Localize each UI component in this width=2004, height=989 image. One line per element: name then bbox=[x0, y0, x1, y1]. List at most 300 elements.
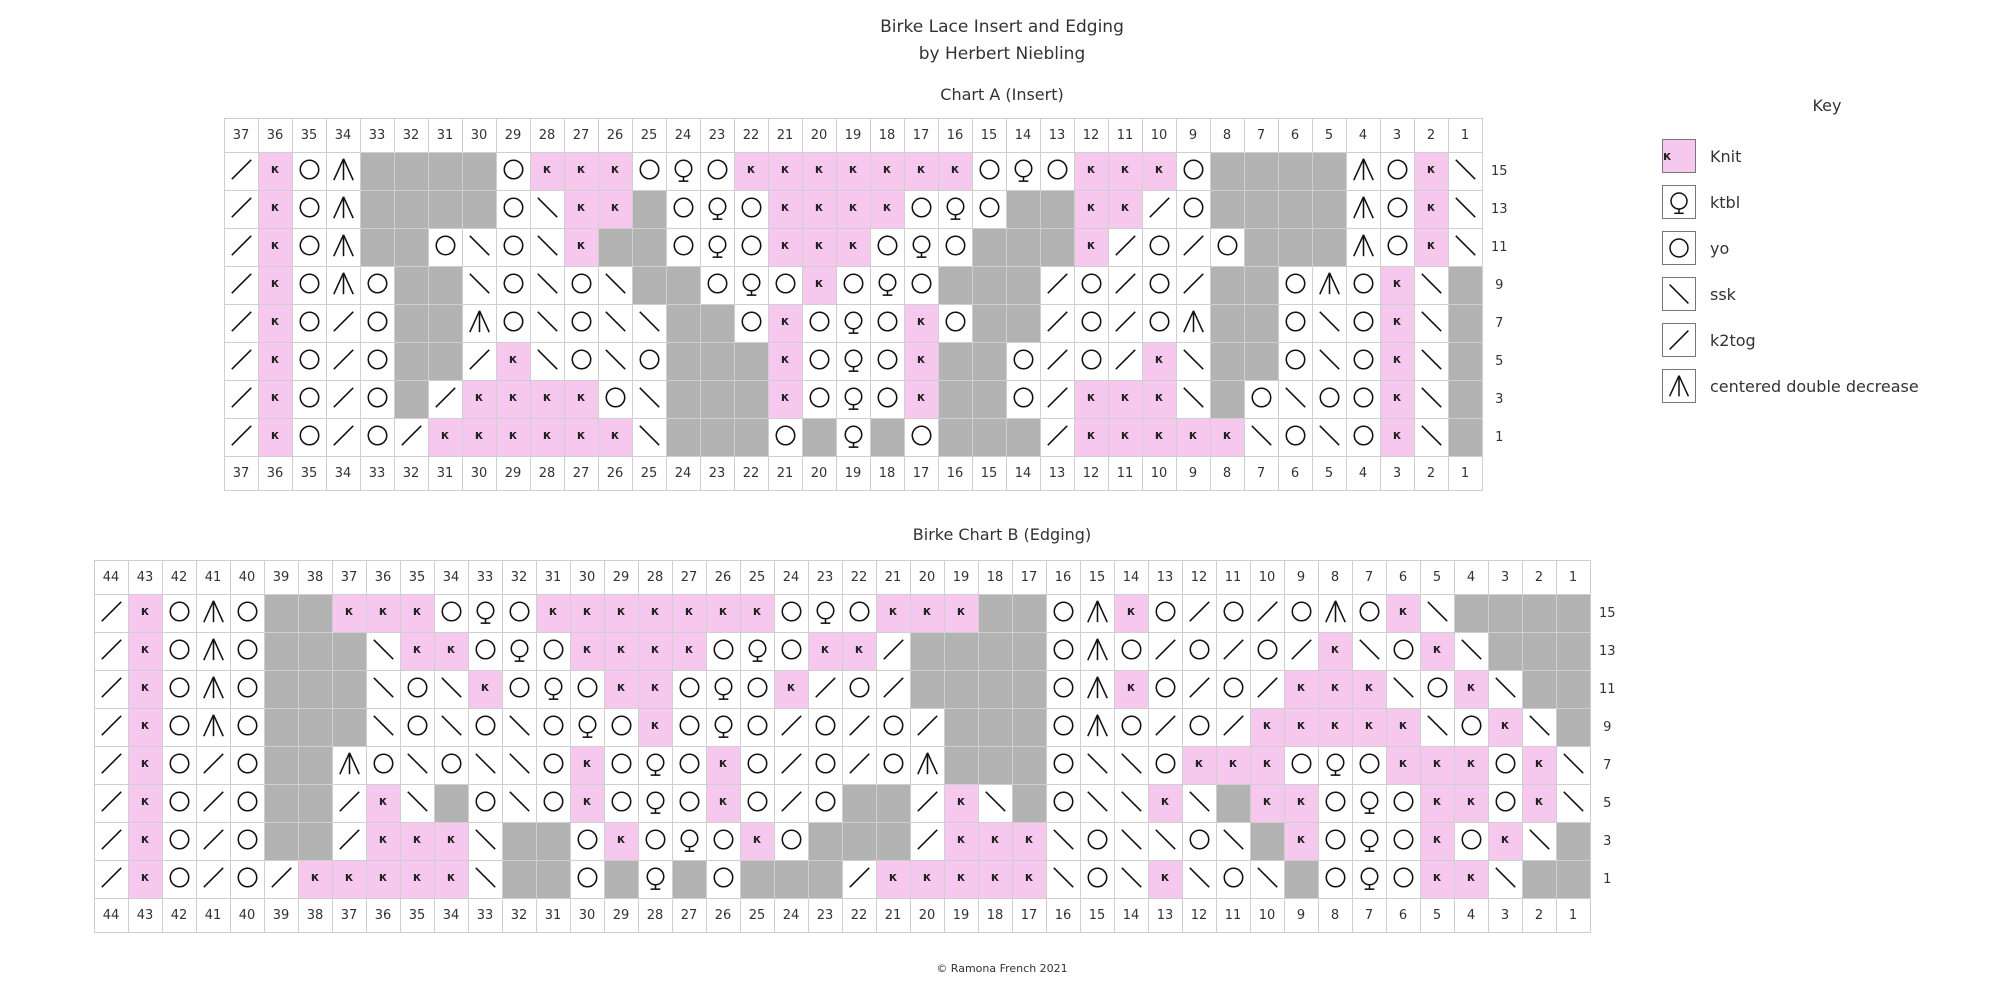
column-number: 32 bbox=[394, 119, 428, 153]
column-number: 7 bbox=[1352, 899, 1386, 933]
knit-symbol: к bbox=[808, 633, 842, 671]
column-number: 19 bbox=[836, 457, 870, 491]
yo-symbol bbox=[292, 191, 326, 229]
ssk-symbol bbox=[1414, 419, 1448, 457]
no-stitch-cell bbox=[1488, 595, 1522, 633]
knit-symbol: к bbox=[530, 381, 564, 419]
row-number: 1 bbox=[1603, 872, 1612, 887]
no-stitch-cell bbox=[298, 747, 332, 785]
no-stitch-cell bbox=[1244, 229, 1278, 267]
chart-a-heading: Chart A (Insert) bbox=[940, 85, 1064, 104]
k2tog-symbol bbox=[1040, 381, 1074, 419]
knit-symbol: к bbox=[1142, 343, 1176, 381]
no-stitch-cell bbox=[700, 305, 734, 343]
yo-symbol bbox=[836, 267, 870, 305]
yo-symbol bbox=[1046, 747, 1080, 785]
no-stitch-cell bbox=[394, 381, 428, 419]
k2tog-symbol bbox=[1040, 343, 1074, 381]
knit-symbol: к bbox=[434, 633, 468, 671]
no-stitch-cell bbox=[978, 595, 1012, 633]
knit-symbol: к bbox=[1216, 747, 1250, 785]
no-stitch-cell bbox=[1006, 419, 1040, 457]
yo-symbol bbox=[700, 267, 734, 305]
column-number: 19 bbox=[944, 899, 978, 933]
no-stitch-cell bbox=[978, 747, 1012, 785]
legend-item-label: centered double decrease bbox=[1710, 376, 1919, 396]
yo-symbol bbox=[672, 671, 706, 709]
knit-symbol: к bbox=[1074, 381, 1108, 419]
knit-symbol: к bbox=[462, 381, 496, 419]
no-stitch-cell bbox=[666, 343, 700, 381]
yo-symbol bbox=[1176, 153, 1210, 191]
knit-symbol: к bbox=[774, 671, 808, 709]
row-number: 9 bbox=[1603, 720, 1612, 735]
k2tog-symbol bbox=[1284, 633, 1318, 671]
chart-row bbox=[190, 229, 1516, 267]
knit-symbol: к bbox=[1284, 785, 1318, 823]
knit-symbol: к bbox=[258, 381, 292, 419]
k2tog-symbol bbox=[1108, 267, 1142, 305]
k2tog-symbol bbox=[196, 823, 230, 861]
k2tog-symbol bbox=[1176, 267, 1210, 305]
title-line-1: Birke Lace Insert and Edging bbox=[880, 17, 1124, 37]
column-number: 10 bbox=[1142, 457, 1176, 491]
yo-symbol bbox=[1114, 633, 1148, 671]
no-stitch-cell bbox=[1556, 671, 1590, 709]
column-number: 1 bbox=[1556, 899, 1590, 933]
cdd-symbol bbox=[1312, 267, 1346, 305]
column-number: 6 bbox=[1278, 457, 1312, 491]
k2tog-symbol bbox=[1148, 709, 1182, 747]
knit-symbol: к bbox=[672, 595, 706, 633]
ktbl-symbol bbox=[836, 305, 870, 343]
knit-symbol: к bbox=[734, 153, 768, 191]
ssk-symbol bbox=[1080, 785, 1114, 823]
yo-symbol bbox=[1346, 381, 1380, 419]
yo-symbol bbox=[1148, 595, 1182, 633]
row-number: 7 bbox=[1495, 316, 1504, 331]
yo-symbol bbox=[938, 229, 972, 267]
knit-symbol: к bbox=[570, 747, 604, 785]
no-stitch-cell bbox=[394, 267, 428, 305]
column-number: 21 bbox=[768, 119, 802, 153]
knit-symbol: к bbox=[1142, 381, 1176, 419]
no-stitch-cell bbox=[944, 633, 978, 671]
cdd-symbol bbox=[910, 747, 944, 785]
legend-item-label: k2tog bbox=[1710, 330, 1756, 350]
k2tog-symbol bbox=[224, 229, 258, 267]
ssk-symbol bbox=[1556, 747, 1590, 785]
no-stitch-cell bbox=[938, 381, 972, 419]
k2tog-symbol bbox=[224, 191, 258, 229]
yo-symbol bbox=[230, 595, 264, 633]
row-number: 13 bbox=[1490, 202, 1508, 217]
column-number: 6 bbox=[1278, 119, 1312, 153]
row-number: 1 bbox=[1495, 430, 1504, 445]
column-number: 33 bbox=[468, 561, 502, 595]
column-number-row-bottom bbox=[190, 457, 1516, 491]
yo-symbol bbox=[802, 343, 836, 381]
k2tog-symbol bbox=[224, 267, 258, 305]
yo-symbol bbox=[672, 709, 706, 747]
ssk-symbol bbox=[502, 709, 536, 747]
no-stitch-cell bbox=[944, 747, 978, 785]
cdd-symbol bbox=[1176, 305, 1210, 343]
knit-symbol: к bbox=[1380, 267, 1414, 305]
no-stitch-cell bbox=[462, 153, 496, 191]
cdd-symbol bbox=[196, 709, 230, 747]
no-stitch-cell bbox=[740, 861, 774, 899]
ssk-symbol bbox=[1448, 191, 1482, 229]
yo-symbol bbox=[292, 419, 326, 457]
no-stitch-cell bbox=[938, 343, 972, 381]
ssk-symbol bbox=[632, 381, 666, 419]
knit-symbol: к bbox=[1420, 747, 1454, 785]
knit-symbol: к bbox=[876, 861, 910, 899]
knit-symbol: к bbox=[298, 861, 332, 899]
knit-symbol: к bbox=[944, 595, 978, 633]
yo-symbol bbox=[434, 595, 468, 633]
column-number: 33 bbox=[360, 119, 394, 153]
cdd-symbol bbox=[326, 153, 360, 191]
k2tog-symbol bbox=[1176, 229, 1210, 267]
column-number: 18 bbox=[870, 119, 904, 153]
ssk-symbol bbox=[1080, 747, 1114, 785]
column-number: 7 bbox=[1244, 457, 1278, 491]
ssk-symbol bbox=[468, 747, 502, 785]
column-number: 20 bbox=[802, 457, 836, 491]
yo-symbol bbox=[1210, 229, 1244, 267]
yo-symbol bbox=[468, 709, 502, 747]
knit-symbol: к bbox=[1318, 671, 1352, 709]
knit-symbol: к bbox=[1284, 709, 1318, 747]
yo-symbol bbox=[904, 419, 938, 457]
k2tog-symbol bbox=[1216, 709, 1250, 747]
ktbl-symbol bbox=[672, 823, 706, 861]
yo-symbol bbox=[1216, 671, 1250, 709]
k2tog-symbol bbox=[224, 381, 258, 419]
knit-symbol: к bbox=[1114, 671, 1148, 709]
no-stitch-cell bbox=[502, 861, 536, 899]
yo-symbol bbox=[802, 381, 836, 419]
k2tog-symbol bbox=[842, 747, 876, 785]
yo-symbol bbox=[496, 267, 530, 305]
no-stitch-cell bbox=[604, 861, 638, 899]
ssk-symbol bbox=[530, 305, 564, 343]
yo-symbol bbox=[1386, 785, 1420, 823]
yo-symbol bbox=[230, 709, 264, 747]
yo-symbol bbox=[536, 785, 570, 823]
no-stitch-cell bbox=[1454, 595, 1488, 633]
k2tog-symbol bbox=[224, 153, 258, 191]
ssk-symbol bbox=[462, 267, 496, 305]
yo-symbol bbox=[230, 633, 264, 671]
k2tog-symbol bbox=[1040, 419, 1074, 457]
no-stitch-cell bbox=[938, 419, 972, 457]
k2tog-symbol bbox=[910, 785, 944, 823]
column-number: 6 bbox=[1386, 561, 1420, 595]
knit-symbol: к bbox=[1114, 595, 1148, 633]
no-stitch-cell bbox=[1556, 633, 1590, 671]
knit-symbol: к bbox=[842, 633, 876, 671]
column-number: 37 bbox=[332, 561, 366, 595]
no-stitch-cell bbox=[972, 267, 1006, 305]
column-number: 28 bbox=[530, 119, 564, 153]
no-stitch-cell bbox=[536, 823, 570, 861]
cdd-symbol bbox=[326, 267, 360, 305]
k2tog-symbol bbox=[326, 305, 360, 343]
yo-symbol bbox=[536, 709, 570, 747]
knit-symbol: к bbox=[1414, 229, 1448, 267]
column-number-row-top bbox=[190, 119, 1516, 153]
ssk-symbol bbox=[1352, 633, 1386, 671]
yo-symbol bbox=[1352, 595, 1386, 633]
no-stitch-cell bbox=[394, 343, 428, 381]
ssk-symbol bbox=[1488, 671, 1522, 709]
column-number: 36 bbox=[258, 457, 292, 491]
yo-symbol bbox=[604, 747, 638, 785]
ssk-symbol bbox=[978, 785, 1012, 823]
yo-symbol bbox=[1454, 823, 1488, 861]
knit-symbol: к bbox=[768, 229, 802, 267]
knit-symbol: к bbox=[904, 153, 938, 191]
yo-symbol bbox=[604, 709, 638, 747]
k2tog-symbol bbox=[94, 595, 128, 633]
column-number: 17 bbox=[1012, 561, 1046, 595]
yo-symbol bbox=[360, 381, 394, 419]
yo-symbol bbox=[706, 633, 740, 671]
k2tog-symbol bbox=[1040, 267, 1074, 305]
knit-symbol: к bbox=[1420, 861, 1454, 899]
yo-symbol bbox=[428, 229, 462, 267]
no-stitch-cell bbox=[1522, 633, 1556, 671]
k2tog-symbol bbox=[94, 747, 128, 785]
knit-symbol: к bbox=[496, 381, 530, 419]
knit-symbol: к bbox=[564, 419, 598, 457]
yo-symbol bbox=[740, 709, 774, 747]
column-number: 36 bbox=[366, 899, 400, 933]
knit-symbol: к bbox=[530, 153, 564, 191]
knit-symbol: к bbox=[1386, 595, 1420, 633]
column-number: 35 bbox=[292, 119, 326, 153]
yo-symbol bbox=[496, 305, 530, 343]
ssk-symbol bbox=[502, 785, 536, 823]
ssk-symbol bbox=[1114, 823, 1148, 861]
knit-symbol: к bbox=[1108, 153, 1142, 191]
no-stitch-cell bbox=[360, 229, 394, 267]
chart-a-grid bbox=[190, 118, 1516, 491]
cdd-symbol bbox=[196, 595, 230, 633]
knit-symbol: к bbox=[768, 381, 802, 419]
ktbl-symbol bbox=[904, 229, 938, 267]
no-stitch-cell bbox=[944, 709, 978, 747]
column-number: 16 bbox=[1046, 561, 1080, 595]
ssk-symbol bbox=[1114, 785, 1148, 823]
no-stitch-cell bbox=[1012, 671, 1046, 709]
no-stitch-cell bbox=[1210, 381, 1244, 419]
no-stitch-cell bbox=[876, 785, 910, 823]
no-stitch-cell bbox=[394, 191, 428, 229]
column-number: 5 bbox=[1312, 457, 1346, 491]
yo-symbol bbox=[564, 305, 598, 343]
knit-symbol: к bbox=[1074, 229, 1108, 267]
no-stitch-cell bbox=[264, 671, 298, 709]
cdd-symbol bbox=[1662, 369, 1696, 403]
knit-symbol: к bbox=[1148, 785, 1182, 823]
ssk-symbol bbox=[400, 785, 434, 823]
column-number: 30 bbox=[462, 457, 496, 491]
knit-symbol: к bbox=[870, 191, 904, 229]
yo-symbol bbox=[1318, 785, 1352, 823]
no-stitch-cell bbox=[1012, 747, 1046, 785]
column-number: 26 bbox=[706, 561, 740, 595]
no-stitch-cell bbox=[972, 305, 1006, 343]
no-stitch-cell bbox=[298, 709, 332, 747]
column-number: 4 bbox=[1346, 119, 1380, 153]
knit-symbol: к bbox=[1318, 633, 1352, 671]
ktbl-symbol bbox=[1662, 185, 1696, 219]
column-number: 27 bbox=[564, 457, 598, 491]
no-stitch-cell bbox=[298, 785, 332, 823]
knit-symbol: к bbox=[904, 381, 938, 419]
yo-symbol bbox=[706, 861, 740, 899]
ssk-symbol bbox=[632, 305, 666, 343]
ssk-symbol bbox=[1312, 305, 1346, 343]
ssk-symbol bbox=[434, 671, 468, 709]
k2tog-symbol bbox=[1108, 305, 1142, 343]
knit-symbol: к bbox=[604, 671, 638, 709]
column-number: 24 bbox=[774, 899, 808, 933]
no-stitch-cell bbox=[666, 419, 700, 457]
ssk-symbol bbox=[366, 633, 400, 671]
chart-row bbox=[60, 671, 1624, 709]
yo-symbol bbox=[1046, 785, 1080, 823]
yo-symbol bbox=[360, 267, 394, 305]
yo-symbol bbox=[768, 419, 802, 457]
ssk-symbol bbox=[1420, 595, 1454, 633]
knit-symbol: к bbox=[598, 153, 632, 191]
column-number: 43 bbox=[128, 899, 162, 933]
ktbl-symbol bbox=[638, 747, 672, 785]
column-number: 34 bbox=[326, 457, 360, 491]
chart-b-heading: Birke Chart B (Edging) bbox=[912, 525, 1092, 544]
column-number: 10 bbox=[1142, 119, 1176, 153]
k2tog-symbol bbox=[1182, 671, 1216, 709]
no-stitch-cell bbox=[1556, 595, 1590, 633]
yo-symbol bbox=[1380, 191, 1414, 229]
no-stitch-cell bbox=[774, 861, 808, 899]
column-number: 12 bbox=[1182, 561, 1216, 595]
knit-symbol: к bbox=[400, 633, 434, 671]
no-stitch-cell bbox=[1278, 229, 1312, 267]
k2tog-symbol bbox=[876, 633, 910, 671]
column-number: 39 bbox=[264, 899, 298, 933]
chart-b-grid bbox=[60, 560, 1624, 933]
knit-symbol: к bbox=[944, 823, 978, 861]
ktbl-symbol bbox=[700, 191, 734, 229]
chart-row bbox=[60, 747, 1624, 785]
ssk-symbol bbox=[1216, 823, 1250, 861]
knit-symbol: к bbox=[1142, 419, 1176, 457]
column-number: 32 bbox=[502, 561, 536, 595]
yo-symbol bbox=[1312, 381, 1346, 419]
no-stitch-cell bbox=[598, 229, 632, 267]
yo-symbol bbox=[1182, 709, 1216, 747]
no-stitch-cell bbox=[264, 823, 298, 861]
no-stitch-cell bbox=[264, 595, 298, 633]
yo-symbol bbox=[1284, 747, 1318, 785]
ktbl-symbol bbox=[706, 709, 740, 747]
yo-symbol bbox=[162, 595, 196, 633]
ssk-symbol bbox=[1114, 861, 1148, 899]
knit-symbol: к bbox=[604, 633, 638, 671]
column-number: 28 bbox=[638, 899, 672, 933]
yo-symbol bbox=[292, 305, 326, 343]
no-stitch-cell bbox=[298, 595, 332, 633]
no-stitch-cell bbox=[734, 343, 768, 381]
no-stitch-cell bbox=[1522, 671, 1556, 709]
column-number: 2 bbox=[1522, 561, 1556, 595]
column-number: 29 bbox=[496, 457, 530, 491]
ssk-symbol bbox=[1386, 671, 1420, 709]
ktbl-symbol bbox=[1352, 861, 1386, 899]
ktbl-symbol bbox=[938, 191, 972, 229]
no-stitch-cell bbox=[1006, 229, 1040, 267]
yo-symbol bbox=[1318, 823, 1352, 861]
chart-row bbox=[190, 191, 1516, 229]
column-number: 24 bbox=[774, 561, 808, 595]
yo-symbol bbox=[1488, 747, 1522, 785]
yo-symbol bbox=[230, 671, 264, 709]
column-number: 43 bbox=[128, 561, 162, 595]
knit-symbol: к bbox=[944, 861, 978, 899]
knit-symbol: к bbox=[1380, 381, 1414, 419]
ssk-symbol bbox=[1522, 823, 1556, 861]
no-stitch-cell bbox=[462, 191, 496, 229]
yo-symbol bbox=[570, 671, 604, 709]
no-stitch-cell bbox=[264, 633, 298, 671]
knit-symbol: к bbox=[128, 595, 162, 633]
column-number: 21 bbox=[876, 561, 910, 595]
yo-symbol bbox=[774, 823, 808, 861]
yo-symbol bbox=[1346, 267, 1380, 305]
chart-row bbox=[60, 709, 1624, 747]
yo-symbol bbox=[1278, 343, 1312, 381]
yo-symbol bbox=[904, 267, 938, 305]
copyright-notice: © Ramona French 2021 bbox=[936, 962, 1068, 975]
no-stitch-cell bbox=[842, 785, 876, 823]
yo-symbol bbox=[162, 671, 196, 709]
ssk-symbol bbox=[1182, 785, 1216, 823]
no-stitch-cell bbox=[1006, 267, 1040, 305]
k2tog-symbol bbox=[196, 747, 230, 785]
knit-symbol: к bbox=[910, 861, 944, 899]
row-number: 3 bbox=[1495, 392, 1504, 407]
ssk-symbol bbox=[1488, 861, 1522, 899]
ssk-symbol bbox=[598, 267, 632, 305]
no-stitch-cell bbox=[1278, 153, 1312, 191]
column-number: 9 bbox=[1284, 899, 1318, 933]
cdd-symbol bbox=[332, 747, 366, 785]
legend-item bbox=[1662, 139, 1992, 173]
knit-symbol: к bbox=[910, 595, 944, 633]
row-number: 7 bbox=[1603, 758, 1612, 773]
no-stitch-cell bbox=[428, 191, 462, 229]
yo-symbol bbox=[1278, 419, 1312, 457]
yo-symbol bbox=[870, 343, 904, 381]
yo-symbol bbox=[972, 153, 1006, 191]
column-number: 15 bbox=[1080, 561, 1114, 595]
